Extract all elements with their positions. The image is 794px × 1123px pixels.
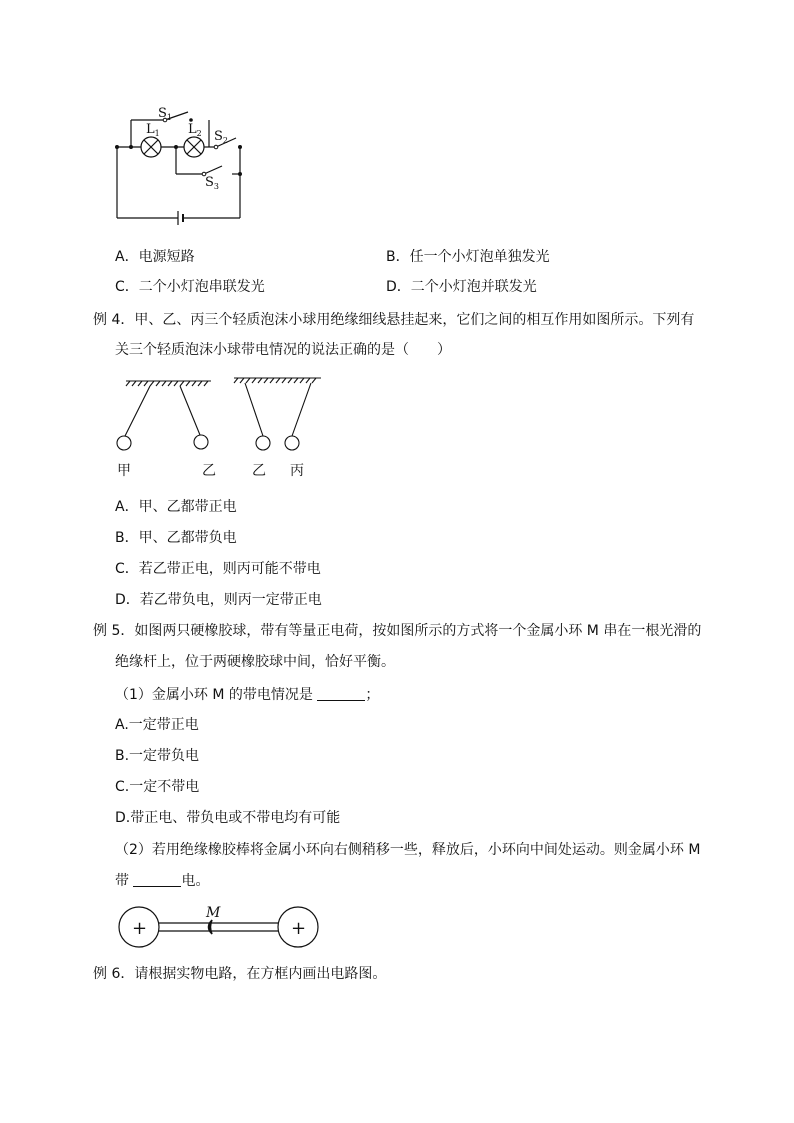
ring-label-m: M bbox=[206, 905, 221, 921]
ball-label-yi-right: 乙 bbox=[252, 463, 266, 479]
s2-label: S bbox=[214, 129, 223, 144]
q4-stem-line2: 关三个轻质泡沫小球带电情况的说法正确的是（ ） bbox=[115, 342, 451, 358]
q4-option-d: D．若乙带负电，则丙一定带正电 bbox=[115, 592, 322, 608]
l2-label: L bbox=[188, 122, 197, 137]
q5-stem-line2: 绝缘杆上，位于两硬橡胶球中间，恰好平衡。 bbox=[115, 654, 395, 670]
s1-label: S bbox=[158, 106, 167, 121]
q5-option-c: C.一定不带电 bbox=[115, 779, 200, 795]
q5-option-b: B.一定带负电 bbox=[115, 748, 200, 764]
l1-sub: 1 bbox=[154, 129, 160, 138]
l2-sub: 2 bbox=[196, 129, 202, 138]
left-ball-plus: + bbox=[132, 918, 148, 939]
q4-stem-line1: 例 4．甲、乙、丙三个轻质泡沫小球用绝缘细线悬挂起来，它们之间的相互作用如图所示。下列有 bbox=[93, 312, 695, 328]
q5-sub1-suffix: ； bbox=[365, 687, 380, 703]
right-ball-plus: + bbox=[291, 918, 307, 939]
q5-option-a: A.一定带正电 bbox=[115, 717, 199, 733]
q3-option-c: C．二个小灯泡串联发光 bbox=[115, 279, 265, 295]
s3-label: S bbox=[205, 175, 214, 190]
q6-stem: 例 6．请根据实物电路，在方框内画出电路图。 bbox=[93, 966, 387, 982]
s1-sub: 1 bbox=[166, 113, 172, 122]
l1-label: L bbox=[146, 122, 155, 137]
q5-option-d: D.带正电、带负电或不带电均有可能 bbox=[115, 810, 341, 826]
q5-sub2-line1: （2）若用绝缘橡胶棒将金属小环向右侧稍移一些，释放后，小环向中间处运动。则金属小环 M bbox=[115, 842, 701, 858]
q5-stem-line1: 例 5．如图两只硬橡胶球，带有等量正电荷，按如图所示的方式将一个金属小环 M 串在一根光滑的 bbox=[93, 623, 702, 639]
q4-option-a: A．甲、乙都带正电 bbox=[115, 499, 237, 515]
q4-option-c: C．若乙带正电，则丙可能不带电 bbox=[115, 561, 321, 577]
q5-sub2-suffix: 电。 bbox=[181, 873, 210, 889]
metal-ring-m bbox=[209, 920, 213, 934]
q3-option-d: D．二个小灯泡并联发光 bbox=[386, 279, 537, 295]
q5-sub1-text: （1）金属小环 M 的带电情况是 bbox=[115, 687, 313, 703]
ball-label-jia: 甲 bbox=[117, 463, 131, 479]
ball-label-bing: 丙 bbox=[290, 463, 304, 479]
q3-option-a: A．电源短路 bbox=[115, 249, 195, 265]
q5-sub2-prefix: 带 bbox=[115, 873, 129, 889]
ball-label-yi-left: 乙 bbox=[202, 463, 216, 479]
s3-sub: 3 bbox=[213, 182, 219, 191]
q3-option-b: B．任一个小灯泡单独发光 bbox=[386, 249, 550, 265]
s2-sub: 2 bbox=[222, 136, 228, 145]
q4-option-b: B．甲、乙都带负电 bbox=[115, 530, 237, 546]
